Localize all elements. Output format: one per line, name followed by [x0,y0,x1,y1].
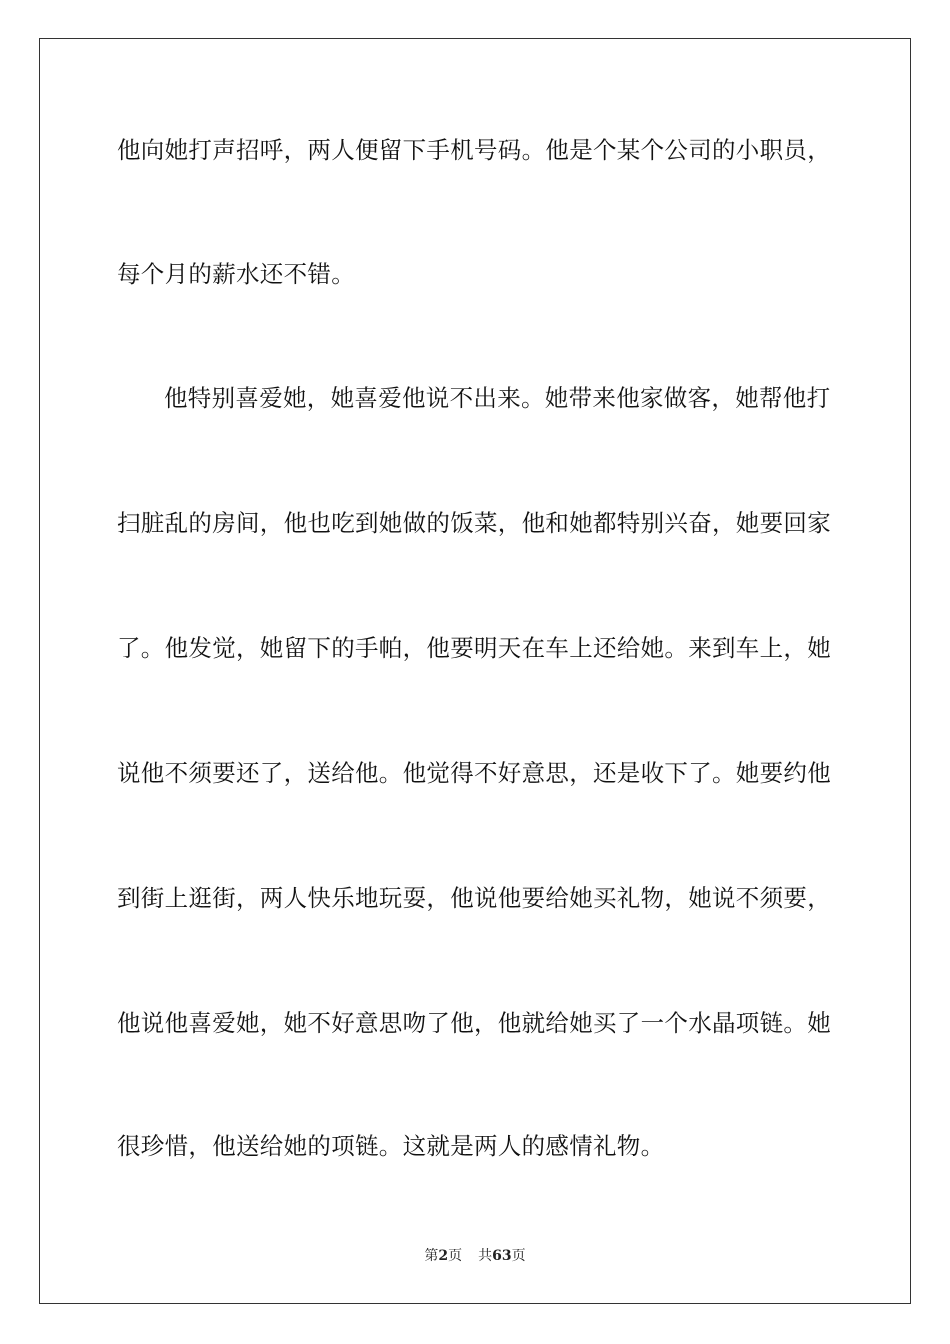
page-suffix: 页 [448,1248,463,1264]
paragraph-line-1: 他向她打声招呼，两人便留下手机号码。他是个某个公司的小职员， [117,136,831,164]
paragraph-line-4: 扫脏乱的房间，他也吃到她做的饭菜，他和她都特别兴奋，她要回家 [117,509,831,537]
paragraph-line-6: 说他不须要还了，送给他。他觉得不好意思，还是收下了。她要约他 [117,759,831,787]
paragraph-line-2: 每个月的薪水还不错。 [117,260,355,288]
page-border [39,38,911,1304]
page-footer [0,1247,950,1265]
total-prefix: 共 [478,1248,493,1264]
paragraph-line-9: 很珍惜，他送给她的项链。这就是两人的感情礼物。 [117,1132,665,1160]
total-pages: 63 [492,1248,512,1264]
paragraph-line-8: 他说他喜爱她，她不好意思吻了他，他就给她买了一个水晶项链。她 [117,1009,831,1037]
total-suffix: 页 [511,1248,526,1264]
paragraph-line-5: 了。他发觉，她留下的手帕，他要明天在车上还给她。来到车上，她 [117,634,831,662]
page-prefix: 第 [424,1248,439,1264]
paragraph-line-3: 他特别喜爱她，她喜爱他说不出来。她带来他家做客，她帮他打 [164,384,831,412]
paragraph-line-7: 到街上逛街，两人快乐地玩耍，他说他要给她买礼物，她说不须要， [117,884,831,912]
page-number: 2 [438,1248,449,1264]
